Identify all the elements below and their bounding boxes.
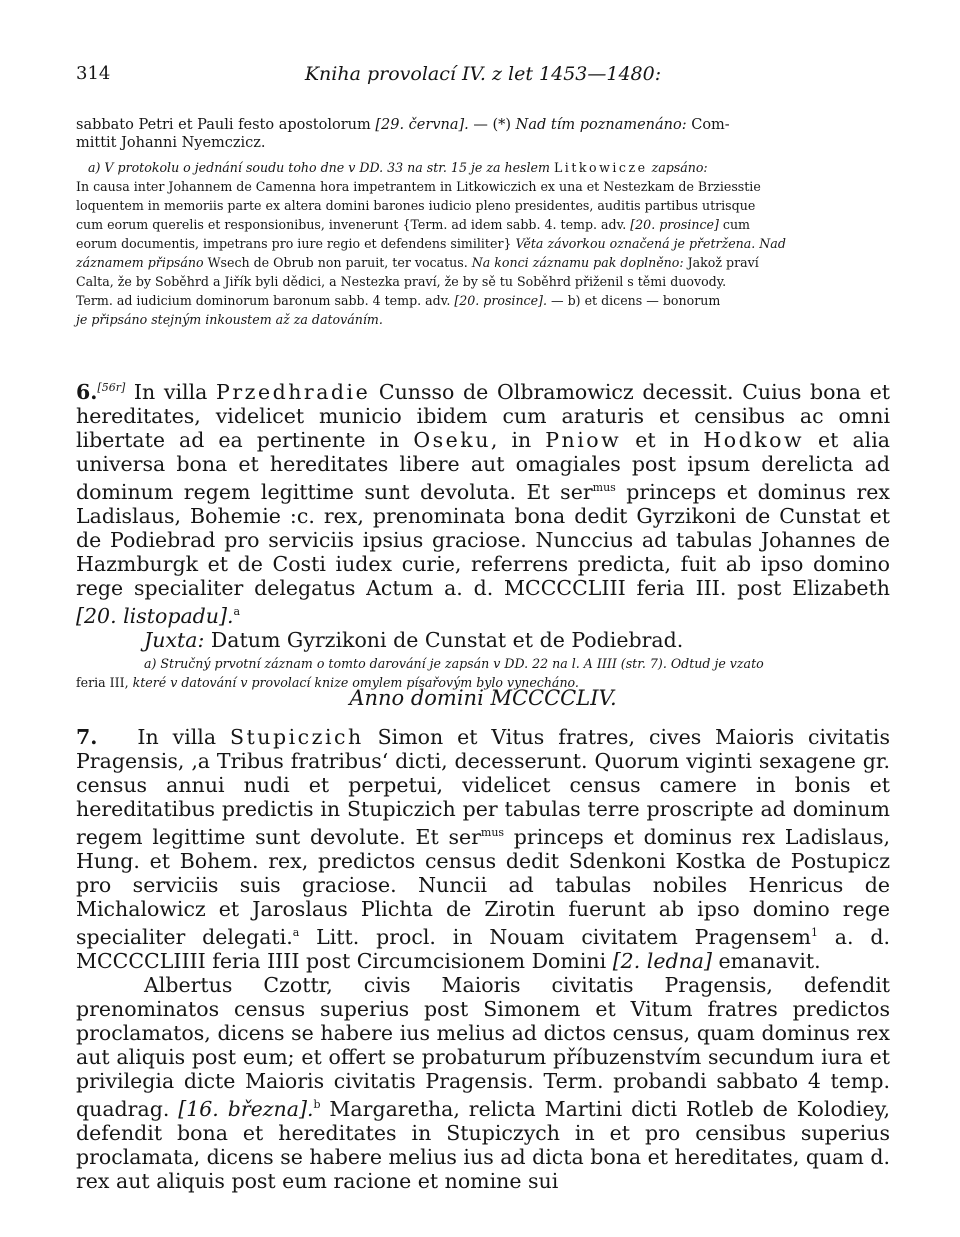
footnote-text: cum xyxy=(718,217,750,232)
prior-entry-continuation xyxy=(76,116,890,329)
footnote-text: Wsech de Obrub non paruit, ter vocatus. xyxy=(203,255,472,270)
juxta-label: Juxta: xyxy=(144,628,205,652)
entry-text: Margaretha, relicta Martini dicti Rotleb de Kolodiey, defendit bona et hereditates in Stupiczych in et pro censibus superius proclamata, dicens se habere melius ius ad dicta bona et hereditates, quam d. rex aut aliquis post eum racione et nomine sui xyxy=(76,1097,890,1193)
prior-line-1 xyxy=(76,116,890,134)
entry-date: [2. ledna] xyxy=(612,949,712,973)
entry-6 xyxy=(76,376,890,692)
place-name: Pniow xyxy=(545,428,622,452)
footnote-line xyxy=(76,310,890,329)
superscript-abbrev: mus xyxy=(480,826,505,839)
entry-text: , in xyxy=(490,428,546,452)
footnote-marker: a xyxy=(292,926,300,939)
entry-text: princeps et dominus rex Ladislaus, Hung. et Bohem. rex, predictos census dedit Sdenkoni Kostka de Postupicz pro serviciis suis graciose. Nuncii ad tabulas nobiles Henricus de Michalowicz et Jaroslaus Plichta de Zirotin fuerunt ab ipso domino rege specialiter delegati. xyxy=(76,825,890,949)
footnote-text: zapsáno: xyxy=(647,160,708,175)
footnote-line xyxy=(76,291,890,310)
entry-date: [20. listopadu]. xyxy=(76,604,234,628)
footnote-line xyxy=(76,158,890,177)
footnote-text: je připsáno stejným inkoustem až za datováním. xyxy=(76,312,383,327)
footnote-text: b) et dicens — bonorum xyxy=(567,293,721,308)
footnote-text: Věta závorkou označená je přetržena. Nad xyxy=(515,236,786,251)
juxta-text: Datum Gyrzikoni de Cunstat et de Podiebrad. xyxy=(204,628,684,652)
entry-number: 6. xyxy=(76,380,98,404)
footnote-line xyxy=(76,654,890,673)
place-name: Hodkow xyxy=(703,428,805,452)
footnote-marker: a xyxy=(233,605,241,618)
footnote-date: [20. prosince] xyxy=(630,217,719,232)
prior-note-label: Nad tím poznamenáno: xyxy=(515,117,687,133)
year-heading: Anno domini MCCCCLIV. xyxy=(349,686,617,710)
folio-reference: [56r] xyxy=(97,381,126,394)
footnote-text: záznamem připsáno xyxy=(76,255,204,270)
prior-text: — (*) xyxy=(468,117,516,133)
footnote-line: loquentem in memoriis parte ex altera domini barones iudicio pleno presidentes, auditis partibus utrisque xyxy=(76,198,756,213)
entry-text: Cunsso de Olbramowicz decessit. Cuius bona et hereditates, videlicet municio ibidem cum araturis et censibus ac omni libertate ad ea pertinente in xyxy=(76,380,890,452)
page-header xyxy=(76,63,890,93)
footnote-text: a) Stručný prvotní záznam o tomto darování je zapsán v DD. 22 na l. A IIII (str. 7). Odtud je vzato xyxy=(144,656,764,671)
footnote-marker: 1 xyxy=(810,926,818,939)
entry-text: emanavit. xyxy=(712,949,821,973)
prior-text: Com- xyxy=(686,117,730,133)
footnote-date: [20. prosince]. xyxy=(454,293,547,308)
prior-line-2: mittit Johanni Nyemczicz. xyxy=(76,135,266,151)
entry-date: [16. března]. xyxy=(178,1097,314,1121)
running-title: Kniha provolací IV. z let 1453—1480: xyxy=(304,63,662,85)
place-name: Przedhradie xyxy=(216,380,371,404)
footnote-text: cum eorum querelis et responsionibus, invenerunt {Term. ad idem sabb. 4. temp. adv. xyxy=(76,217,631,232)
entry-text: et in xyxy=(621,428,704,452)
footnote-text: a) V protokolu o jednání soudu toho dne v DD. 33 na str. 15 je za heslem xyxy=(88,160,554,175)
footnote-line: Calta, že by Soběhrd a Jiřík byli dědici, a Nestezka praví, že by sě tu Soběhrd přiženil s těmi duovody. xyxy=(76,274,727,289)
footnote-heading-word: Litkowicze xyxy=(553,160,648,175)
footnote-marker: b xyxy=(313,1098,321,1111)
prior-text: sabbato Petri et Pauli festo apostolorum xyxy=(76,117,376,133)
entry-text: a. d. MCCCCLIIII feria IIII post Circumcisionem Domini xyxy=(76,925,890,973)
footnote-line xyxy=(76,253,890,272)
entry-text: Albertus Czottr, civis Maioris civitatis Pragensis, defendit prenominatos census superius post Simonem et Vitum fratres predictos proclamatos, dicens se habere ius melius ad dictos census, quam dominus rex aut aliquis post eum; et offert se probaturum příbuzenstvím secundum iura et privilegia dicte Maioris civitatis Pragensis. Term. probandi sabbato 4 temp. quadrag. xyxy=(76,973,890,1121)
footnote-line xyxy=(76,234,890,253)
page-number: 314 xyxy=(76,63,111,84)
entry-text: In villa xyxy=(125,380,217,404)
footnote-a xyxy=(76,158,890,329)
prior-date: [29. června]. xyxy=(375,117,469,133)
footnote-text: Term. ad iudicium dominorum baronum sabb. 4 temp. adv. xyxy=(76,293,455,308)
entry-text: Simon et Vitus fratres, cives Maioris civitatis Pragensis, ‚a Tribus fratribus‘ dicti, decesserunt. Quorum viginti sexagene gr. census annui nudi et perpetui, videlicet census camere in bonis et hereditatibus predictis in Stupiczich per tabulas terre proscripte ad dominum regem legittime sunt devolute. Et ser xyxy=(76,725,890,849)
footnote-line xyxy=(76,215,890,234)
entry-7-paragraph-2 xyxy=(76,973,890,1193)
entry-7-paragraph-1 xyxy=(76,725,890,973)
entry-7 xyxy=(76,725,890,1193)
footnote-line: In causa inter Johannem de Camenna hora impetrantem in Litkowiczich ex una et Nestezkam de Brziesstie xyxy=(76,179,761,194)
entry-text: princeps et dominus rex Ladislaus, Bohemie :c. rex, prenominata bona dedit Gyrzikoni de Cunstat et de Podiebrad pro serviciis ipsius graciose. Nunccius ad tabulas Johannes de Hazmburgk et de Costi iudex curie, referrens predicta, fuit ab ipso domino rege specialiter delegatus Actum a. d. MCCCCLIII feria III. post Elizabeth xyxy=(76,480,890,600)
footnote-text: feria III, xyxy=(76,675,133,690)
footnote-text: Na konci záznamu pak doplněno: xyxy=(471,255,684,270)
entry-number: 7. xyxy=(76,725,98,749)
juxta-note xyxy=(76,628,890,652)
place-name: Oseku xyxy=(413,428,491,452)
footnote-text: které v datování v provolací knize omylem písařovým bylo vynecháno. xyxy=(132,675,579,690)
footnote-text: — xyxy=(546,293,568,308)
superscript-abbrev: mus xyxy=(592,481,616,494)
footnote-text: eorum documentis, impetrans pro iure regio et defendens similiter} xyxy=(76,236,516,251)
entry-text: In villa xyxy=(137,725,230,749)
entry-text: Litt. procl. in Nouam civitatem Pragensem xyxy=(299,925,811,949)
place-name: Stupiczich xyxy=(230,725,364,749)
entry-6-text xyxy=(76,376,890,628)
footnote-text: Jakož praví xyxy=(683,255,759,270)
entry-text: et alia universa bona et hereditates libere aut omagiales post ipsum derelicta ad dominum regem legittime sunt devoluta. Et ser xyxy=(76,428,890,504)
